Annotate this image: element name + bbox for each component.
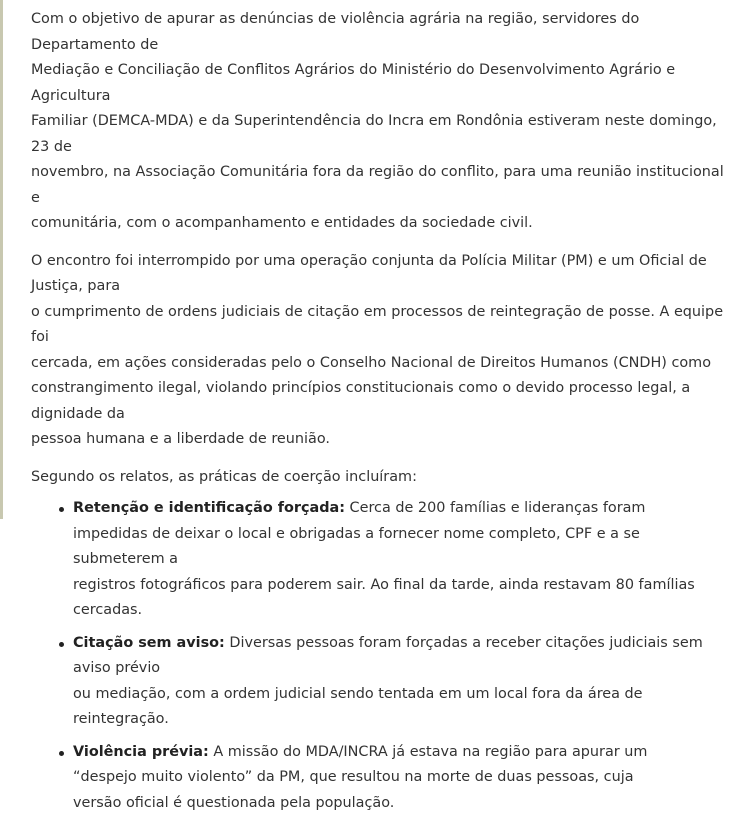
bullet-icon bbox=[59, 751, 64, 756]
bullet-icon bbox=[59, 507, 64, 512]
bullet-text: Diversas pessoas foram forçadas a receber citações judiciais sem aviso prévio bbox=[73, 635, 703, 677]
text-line: comunitária, com o acompanhamento e entidades da sociedade civil. bbox=[31, 211, 733, 237]
text-line: impedidas de deixar o local e obrigadas a fornecer nome completo, CPF e a se submeterem a bbox=[73, 522, 733, 573]
paragraph-1 bbox=[31, 7, 733, 237]
text-line bbox=[73, 631, 733, 682]
text-line: O encontro foi interrompido por uma operação conjunta da Polícia Militar (PM) e um Oficial de Justiça, para bbox=[31, 249, 733, 300]
text-line: Familiar (DEMCA-MDA) e da Superintendência do Incra em Rondônia estiveram neste domingo, 23 de bbox=[31, 109, 733, 160]
bullet-term: Violência prévia: bbox=[73, 744, 209, 760]
bullet-text: Cerca de 200 famílias e lideranças foram bbox=[345, 500, 645, 516]
text-line: o cumprimento de ordens judiciais de citação em processos de reintegração de posse. A equipe foi bbox=[31, 300, 733, 351]
text-line: Com o objetivo de apurar as denúncias de violência agrária na região, servidores do Departamento de bbox=[31, 7, 733, 58]
text-line: novembro, na Associação Comunitária fora da região do conflito, para uma reunião institucional e bbox=[31, 160, 733, 211]
list-item bbox=[73, 740, 733, 816]
text-line: cercada, em ações consideradas pelo o Conselho Nacional de Direitos Humanos (CNDH) como bbox=[31, 351, 733, 377]
list-intro: Segundo os relatos, as práticas de coerção incluíram: bbox=[31, 465, 733, 491]
text-line: “despejo muito violento” da PM, que resultou na morte de duas pessoas, cuja bbox=[73, 765, 733, 791]
text-line: Mediação e Conciliação de Conflitos Agrários do Ministério do Desenvolvimento Agrário e Agricultura bbox=[31, 58, 733, 109]
list-item bbox=[73, 496, 733, 624]
text-line bbox=[73, 496, 733, 522]
text-line: registros fotográficos para poderem sair. Ao final da tarde, ainda restavam 80 famílias cercadas. bbox=[73, 573, 733, 624]
text-line bbox=[73, 740, 733, 766]
text-line: constrangimento ilegal, violando princípios constitucionais como o devido processo legal, a dignidade da bbox=[31, 376, 733, 427]
text-line: versão oficial é questionada pela população. bbox=[73, 791, 733, 816]
paragraph-2 bbox=[31, 249, 733, 453]
bullet-text: A missão do MDA/INCRA já estava na região para apurar um bbox=[209, 744, 648, 760]
bullet-term: Citação sem aviso: bbox=[73, 635, 225, 651]
bullet-term: Retenção e identificação forçada: bbox=[73, 500, 345, 516]
coercion-list bbox=[31, 496, 733, 816]
bullet-icon bbox=[59, 642, 64, 647]
text-line: ou mediação, com a ordem judicial sendo tentada em um local fora da área de reintegração. bbox=[73, 682, 733, 733]
text-line: pessoa humana e a liberdade de reunião. bbox=[31, 427, 733, 453]
list-item bbox=[73, 631, 733, 733]
